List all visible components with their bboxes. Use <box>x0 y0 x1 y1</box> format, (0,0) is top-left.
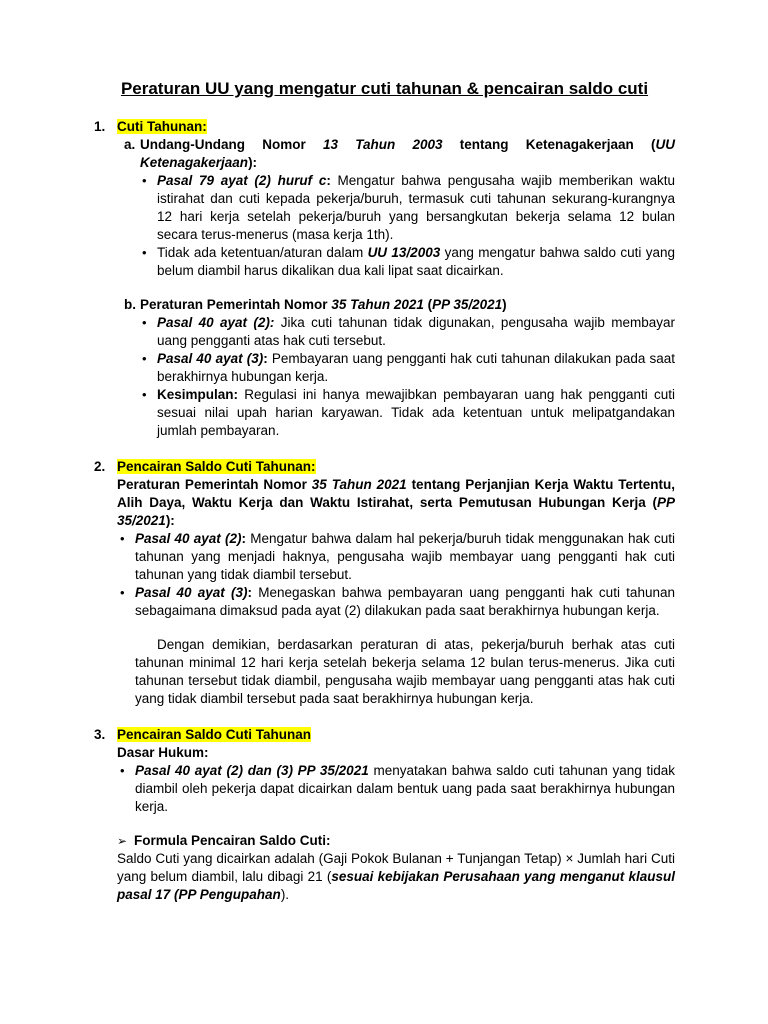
emphasized-text: 35 Tahun 2021 <box>311 477 407 492</box>
subsection-heading <box>124 296 675 314</box>
text-run: Pembayaran uang pengganti hak cuti tahunan dilakukan pada saat berakhirnya hubungan kerja. <box>157 351 675 384</box>
subsection-marker: a. <box>124 137 136 152</box>
bold-text: : <box>241 531 246 546</box>
text-run: Jika cuti tahunan tidak digunakan, pengusaha wajib membayar uang pengganti atas hak cuti tersebut. <box>157 315 675 348</box>
bold-text: : <box>263 351 268 366</box>
text-run: Saldo Cuti yang dicairkan adalah (Gaji Pokok Bulanan + Tunjangan Tetap) × Jumlah hari Cuti yang belum diambil, lalu dibagi 21 ( <box>117 851 675 884</box>
subsection-body <box>124 172 675 280</box>
section-heading <box>94 726 675 744</box>
section-body <box>94 744 675 904</box>
bullet-item <box>140 314 675 350</box>
subsection-b <box>124 296 675 440</box>
bullet-item <box>140 244 675 280</box>
section-heading <box>94 118 675 136</box>
bullet-item <box>117 584 675 620</box>
emphasized-text: sesuai kebijakan Perusahaan yang menganut klausul pasal 17 (PP Pengupahan <box>117 869 675 902</box>
text-run: Menegaskan bahwa pembayaran uang pengganti hak cuti tahunan sebagaimana dimaksud pada ayat (2) dilakukan pada saat berakhirnya hubungan kerja. <box>135 585 675 618</box>
highlighted-heading: Pencairan Saldo Cuti Tahunan <box>117 727 312 742</box>
section-pencairan-saldo <box>94 458 675 708</box>
bold-text: Kesimpulan: <box>157 387 239 402</box>
emphasized-text: Pasal 40 ayat (2): <box>157 315 275 330</box>
section-number: 3. <box>94 727 106 742</box>
section-number: 2. <box>94 459 106 474</box>
emphasized-text: Pasal 79 ayat (2) huruf c <box>157 173 327 188</box>
bullet-item <box>117 762 675 816</box>
bullet-item <box>140 386 675 440</box>
text-run: Regulasi ini hanya mewajibkan pembayaran uang hak pengganti cuti sesuai nilai upah harian karyawan. Tidak ada ketentuan untuk melipatgandakan jumlah pembayaran. <box>157 387 675 438</box>
bullet-item <box>140 172 675 244</box>
legal-basis-label: Dasar Hukum: <box>117 745 209 760</box>
emphasized-text: UU Ketenagakerjaan <box>140 137 676 170</box>
bold-text: ): <box>248 155 258 170</box>
bold-text: tentang Perjanjian Kerja Waktu Tertentu, Alih Daya, Waktu Kerja dan Waktu Istirahat, serta Pemutusan Hubungan Kerja ( <box>117 477 675 510</box>
text-run: Mengatur bahwa dalam hal pekerja/buruh tidak menggunakan hak cuti tahunan yang menjadi haknya, pengusaha wajib membayar uang pengganti hak cuti tahunan yang tidak diambil tersebut. <box>135 531 675 582</box>
highlighted-heading: Cuti Tahunan: <box>117 119 207 134</box>
emphasized-text: Pasal 40 ayat (2) <box>135 531 242 546</box>
text-run: ). <box>280 887 290 902</box>
section-body <box>94 476 675 708</box>
emphasized-text: PP 35/2021 <box>117 495 675 528</box>
formula-label: Formula Pencairan Saldo Cuti: <box>134 833 331 848</box>
highlighted-heading: Pencairan Saldo Cuti Tahunan: <box>117 459 316 474</box>
bold-text: Peraturan Pemerintah Nomor <box>117 477 312 492</box>
bold-text: Undang-Undang Nomor <box>140 137 323 152</box>
section-body <box>94 136 675 440</box>
section-number: 1. <box>94 119 106 134</box>
text-run: menyatakan bahwa saldo cuti tahunan yang tidak diambil oleh pekerja dapat dicairkan dalam bentuk uang pada saat berakhirnya hubungan kerja. <box>135 763 675 814</box>
conclusion-paragraph: Dengan demikian, berdasarkan peraturan di atas, pekerja/buruh berhak atas cuti tahunan minimal 12 hari kerja setelah bekerja selama 12 bulan terus-menerus. Jika cuti tahunan tersebut tidak diambil, pengusaha wajib membayar uang pengganti atas hak cuti yang tidak diambil tersebut pada saat berakhirnya hubungan kerja. <box>135 637 675 706</box>
emphasized-text: UU 13/2003 <box>367 245 441 260</box>
subsection-marker: b. <box>124 297 136 312</box>
section-cuti-tahunan <box>94 118 675 440</box>
text-run: Tidak ada ketentuan/aturan dalam <box>157 245 368 260</box>
text-run: Mengatur bahwa pengusaha wajib memberikan waktu istirahat dan cuti kepada pekerja/buruh, termasuk cuti tahunan sekurang-kurangnya 12 hari kerja setelah pekerja/buruh yang bersangkutan bekerja selama 12 bulan secara terus-menerus (masa kerja 1th). <box>157 173 675 242</box>
bold-text: ) <box>502 297 507 312</box>
bold-text: : <box>326 173 331 188</box>
bullet-list <box>140 172 675 280</box>
subsection-heading <box>124 136 675 172</box>
bullet-item <box>140 350 675 386</box>
text-run: yang mengatur bahwa saldo cuti yang belum diambil harus dikalikan dua kali lipat saat dicairkan. <box>157 245 675 278</box>
bold-text: ): <box>165 513 175 528</box>
bold-text: : <box>247 585 253 600</box>
subsection-title <box>140 137 675 170</box>
emphasized-text: Pasal 40 ayat (3) <box>135 585 248 600</box>
bullet-list <box>117 530 675 620</box>
emphasized-text: 35 Tahun 2021 <box>331 297 424 312</box>
section-pencairan-saldo-formula <box>94 726 675 904</box>
document-title: Peraturan UU yang mengatur cuti tahunan & pencairan saldo cuti <box>120 79 649 98</box>
emphasized-text: PP 35/2021 <box>432 297 503 312</box>
formula-paragraph <box>117 850 675 904</box>
arrow-bullet-icon: ➢ <box>117 834 128 848</box>
subsection-a <box>124 136 675 280</box>
emphasized-text: Pasal 40 ayat (3) <box>157 351 264 366</box>
emphasized-text: 13 Tahun 2003 <box>322 137 443 152</box>
formula-heading <box>117 832 675 850</box>
bullet-item <box>117 530 675 584</box>
bold-text: Peraturan Pemerintah Nomor <box>140 297 332 312</box>
bold-text: tentang Ketenagakerjaan ( <box>442 137 656 152</box>
subsection-title <box>140 297 507 312</box>
regulation-paragraph <box>117 476 675 530</box>
bullet-list <box>140 314 675 440</box>
emphasized-text: Pasal 40 ayat (2) dan (3) PP 35/2021 <box>135 763 369 778</box>
subsection-body <box>124 314 675 440</box>
section-heading <box>94 458 675 476</box>
bullet-list <box>117 762 675 816</box>
bold-text: ( <box>423 297 433 312</box>
